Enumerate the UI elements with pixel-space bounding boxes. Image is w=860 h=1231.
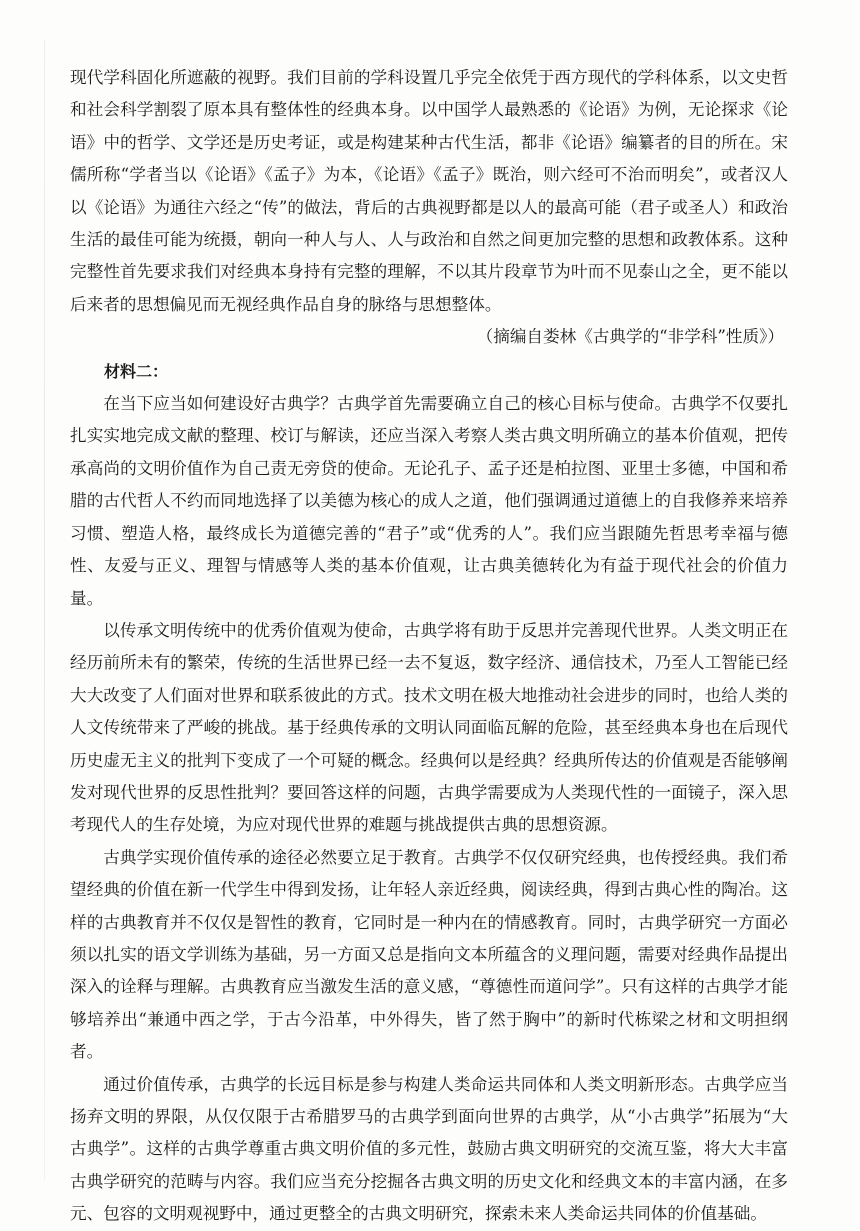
body-paragraph: 在当下应当如何建设好古典学？古典学首先需要确立自己的核心目标与使命。古典学不仅要扎扎实实地完成文献的整理、校订与解读，还应当深入考察人类古典文明所确立的基本价值观，把传承高尚的文明价值作为自己责无旁贷的使命。无论孔子、孟子还是柏拉图、亚里士多德，中国和希腊的古代哲人不约而同地选择了以美德为核心的成人之道，他们强调通过道德上的自我修养来培养习惯、塑造人格，最终成长为道德完善的“君子”或“优秀的人”。我们应当跟随先哲思考幸福与德性、友爱与正义、理智与情感等人类的基本价值观，让古典美德转化为有益于现代社会的价值力量。: [70, 394, 788, 608]
section-heading: 材料二：: [104, 361, 169, 381]
body-paragraph: 古典学实现价值传承的途径必然要立足于教育。古典学不仅仅研究经典，也传授经典。我们希望经典的价值在新一代学生中得到发扬，让年轻人亲近经典，阅读经典，得到古典心性的陶冶。这样的古典教育并不仅仅是智性的教育，它同时是一种内在的情感教育。同时，古典学研究一方面必须以扎实的语文学训练为基础，另一方面又总是指向文本所蕴含的义理问题，需要对经典作品提出深入的诠释与理解。古典教育应当激发生活的意义感，“尊德性而道问学”。只有这样的古典学才能够培养出“兼通中西之学，于古今沿革，中外得失，皆了然于胸中”的新时代栋梁之材和文明担纲者。: [70, 847, 788, 1062]
body-paragraph: 通过价值传承，古典学的长远目标是参与构建人类命运共同体和人类文明新形态。古典学应当扬弃文明的界限，从仅仅限于古希腊罗马的古典学到面向世界的古典学，从“小古典学”拓展为“大古典学”。这样的古典学尊重古典文明价值的多元性，鼓励古典文明研究的交流互鉴，将大大丰富古典学研究的范畴与内容。我们应当充分挖掘各古典文明的历史文化和经典文本的丰富内涵，在多元、包容的文明观视野中，通过更整全的古典文明研究，探索未来人类命运共同体的价值基础。: [70, 1074, 788, 1224]
body-paragraph: 以传承文明传统中的优秀价值观为使命，古典学将有助于反思并完善现代世界。人类文明正在经历前所未有的繁荣，传统的生活世界已经一去不复返，数字经济、通信技术，乃至人工智能已经大大改变了人们面对世界和联系彼此的方式。技术文明在极大地推动社会进步的同时，也给人类的人文传统带来了严峻的挑战。基于经典传承的文明认同面临瓦解的危险，甚至经典本身也在后现代历史虚无主义的批判下变成了一个可疑的概念。经典何以是经典？经典所传达的价值观是否能够阐发对现代世界的反思性批判？要回答这样的问题，古典学需要成为人类现代性的一面镜子，深入思考现代人的生存处境，为应对现代世界的难题与挑战提供古典的思想资源。: [70, 620, 788, 835]
source-citation: （摘编自娄林《古典学的“非学科”性质》）: [476, 327, 784, 347]
intro-paragraph: 现代学科固化所遮蔽的视野。我们目前的学科设置几乎完全依凭于西方现代的学科体系，以文史哲和社会科学割裂了原本具有整体性的经典本身。以中国学人最熟悉的《论语》为例，无论探求《论语》中的哲学、文学还是历史考证，或是构建某种古代生活，都非《论语》编纂者的目的所在。宋儒所称“学者当以《论语》《孟子》为本，《论语》《孟子》既治，则六经可不治而明矣”，或者汉人以《论语》为通往六经之“传”的做法，背后的古典视野都是以人的最高可能（君子或圣人）和政治生活的最佳可能为统摄，朝向一种人与人、人与政治和自然之间更加完整的思想和政教体系。这种完整性首先要求我们对经典本身持有完整的理解，不以其片段章节为叶而不见泰山之全，更不能以后来者的思想偏见而无视经典作品自身的脉络与思想整体。: [70, 68, 788, 314]
